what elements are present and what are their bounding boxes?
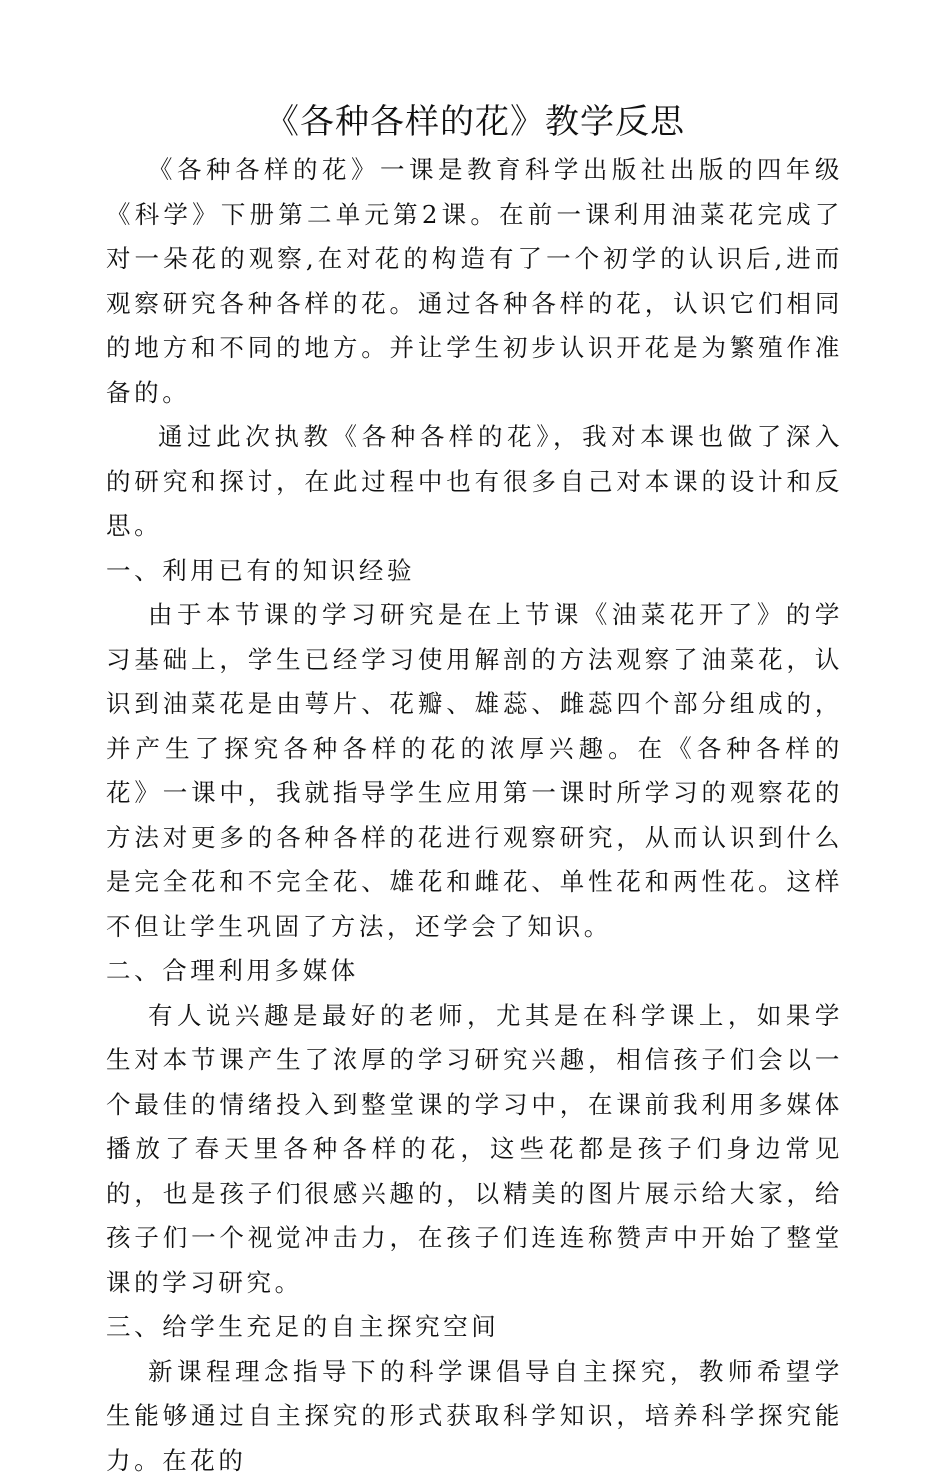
paragraph-section-1: 由于本节课的学习研究是在上节课《油菜花开了》的学习基础上，学生已经学习使用解剖的方法观察了油菜花，认识到油菜花是由萼片、花瓣、雄蕊、雌蕊四个部分组成的，并产生了探究各种各样的花的浓厚兴趣。在《各种各样的花》一课中，我就指导学生应用第一课时所学习的观察花的方法对更多的各种各样的花进行观察研究，从而认识到什么是完全花和不完全花、雄花和雌花、单性花和两性花。这样不但让学生巩固了方法，还学会了知识。 (106, 593, 843, 949)
paragraph-section-3: 新课程理念指导下的科学课倡导自主探究，教师希望学生能够通过自主探究的形式获取科学知识，培养科学探究能力。在花的 (106, 1350, 843, 1483)
paragraph-overview: 通过此次执教《各种各样的花》，我对本课也做了深入的研究和探讨，在此过程中也有很多自己对本课的设计和反思。 (106, 415, 843, 549)
section-heading-3: 三、给学生充足的自主探究空间 (106, 1305, 843, 1350)
document-title: 《各种各样的花》教学反思 (0, 97, 950, 147)
paragraph-section-2: 有人说兴趣是最好的老师，尤其是在科学课上，如果学生对本节课产生了浓厚的学习研究兴趣，相信孩子们会以一个最佳的情绪投入到整堂课的学习中，在课前我利用多媒体播放了春天里各种各样的花，这些花都是孩子们身边常见的，也是孩子们很感兴趣的，以精美的图片展示给大家，给孩子们一个视觉冲击力，在孩子们连连称赞声中开始了整堂课的学习研究。 (106, 994, 843, 1306)
section-heading-2: 二、合理利用多媒体 (106, 949, 843, 994)
paragraph-intro: 《各种各样的花》一课是教育科学出版社出版的四年级《科学》下册第二单元第2课。在前一课利用油菜花完成了对一朵花的观察,在对花的构造有了一个初学的认识后,进而观察研究各种各样的花。通过各种各样的花，认识它们相同的地方和不同的地方。并让学生初步认识开花是为繁殖作准备的。 (106, 148, 843, 415)
document-body (106, 148, 843, 1483)
section-heading-1: 一、利用已有的知识经验 (106, 549, 843, 594)
